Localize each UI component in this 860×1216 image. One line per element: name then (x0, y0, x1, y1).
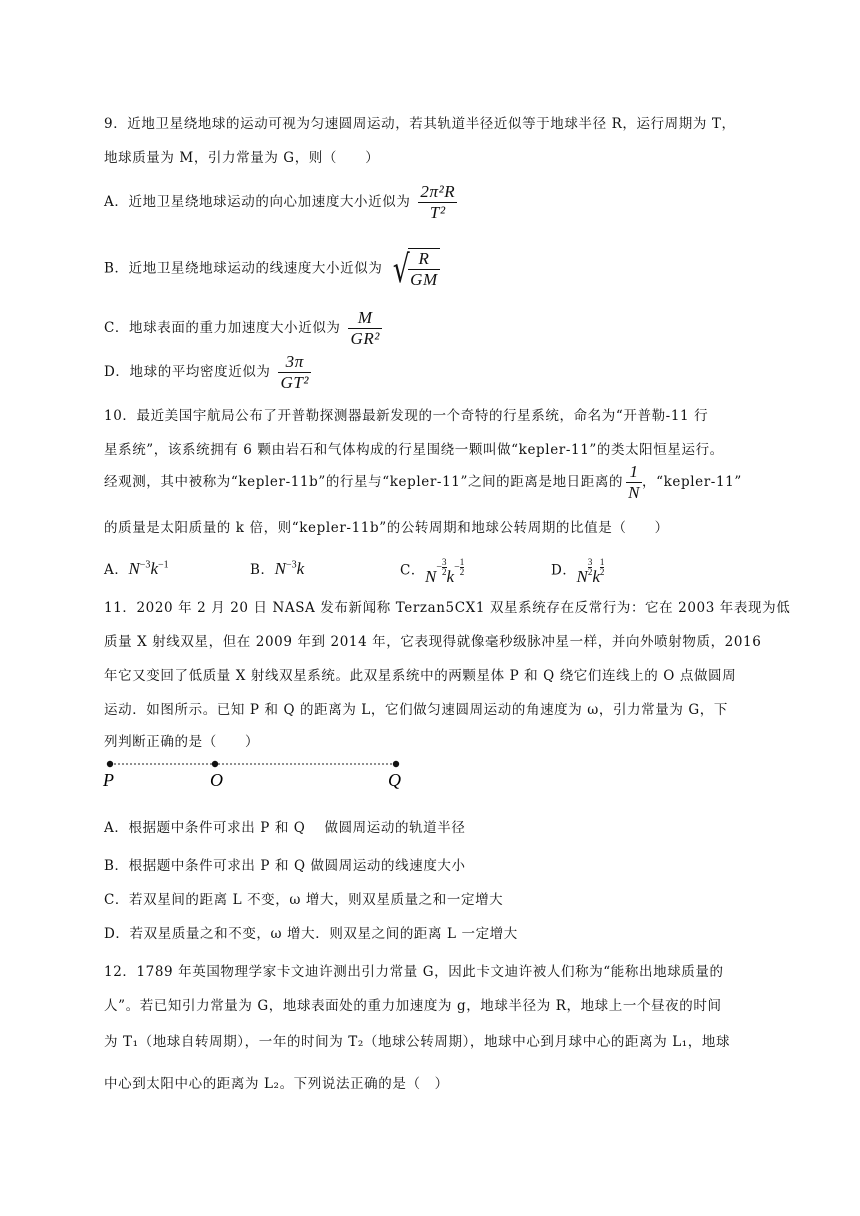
q9-b-numerator: R (408, 249, 440, 270)
label-q: Q (388, 770, 401, 790)
q10-option-d-expr: N $^{\frac{3}{2}}$ k $^{\frac{1}{2}}$ (576, 557, 605, 587)
q12-stem-line4: 中心到太阳中心的距离为 L₂。下列说法正确的是（ ） (104, 1076, 449, 1092)
q9-stem-line2: 地球质量为 M，引力常量为 G，则（ ） (104, 150, 380, 166)
q10-option-b-expr: $N^{-3}k$ (274, 559, 305, 578)
q9-option-d-formula (278, 352, 311, 393)
binary-star-diagram (100, 752, 420, 797)
q11-stem-line2: 质量 X 射线双星，但在 2009 年到 2014 年，它表现得就像毫秒级脉冲星一样，并向外喷射物质，2016 (104, 634, 762, 650)
q12-stem-line3: 为 T₁（地球自转周期），一年的时间为 T₂（地球公转周期），地球中心到月球中心的距离为 L₁，地球 (104, 1034, 731, 1050)
point-o (212, 761, 218, 767)
q11-option-c: C．若双星间的距离 L 不变，ω 增大，则双星质量之和一定增大 (104, 892, 504, 908)
q10-ratio-numerator: 1 (626, 462, 642, 483)
q11-stem-line5: 列判断正确的是（ ） (104, 734, 260, 750)
q10-stem-line3 (104, 462, 742, 503)
q9-option-c (104, 308, 382, 349)
q9-c-denominator: GR² (350, 329, 380, 348)
q9-option-a-formula (418, 182, 457, 223)
q10-stem-line2: 星系统”，该系统拥有 6 颗由岩石和气体构成的行星围绕一颗叫做“kepler-11”的类太阳恒星运行。 (104, 442, 724, 458)
q9-option-c-formula (348, 308, 382, 349)
q11-option-d: D．若双星质量之和不变，ω 增大．则双星之间的距离 L 一定增大 (104, 926, 518, 942)
q9-a-numerator: 2π²R (420, 182, 456, 201)
q9-a-denominator: T² (429, 203, 446, 222)
q10-option-a (104, 558, 169, 579)
q10-option-c-label: C． (400, 562, 426, 579)
q11-stem-line1: 11．2020 年 2 月 20 日 NASA 发布新闻称 Terzan5CX1 双星系统存在反常行为：它在 2003 年表现为低 (104, 600, 791, 616)
q12-stem-line2: 人”。若已知引力常量为 G，地球表面处的重力加速度为 g，地球半径为 R，地球上一个昼夜的时间 (104, 998, 722, 1014)
q11-stem-line3: 年它又变回了低质量 X 射线双星系统。此双星系统中的两颗星体 P 和 Q 绕它们连线上的 O 点做圆周 (104, 668, 737, 684)
q11-option-a: A．根据题中条件可求出 P 和 Q 做圆周运动的轨道半径 (104, 820, 466, 836)
label-o: O (210, 770, 223, 790)
q10-option-d (551, 556, 605, 587)
q11-option-b: B．根据题中条件可求出 P 和 Q 做圆周运动的线速度大小 (104, 858, 466, 874)
q10-stem-line3-text: 经观测，其中被称为“kepler-11b”的行星与“kepler-11”之间的距离是地日距离的 (104, 474, 624, 490)
q9-d-denominator: GT² (280, 373, 310, 392)
q10-distance-ratio (626, 462, 642, 503)
q11-stem-line4: 运动．如图所示。已知 P 和 Q 的距离为 L，它们做匀速圆周运动的角速度为 ω，引力常量为 G，下 (104, 702, 728, 718)
q9-option-b (104, 248, 440, 290)
q10-option-c (400, 556, 465, 587)
q9-c-numerator: M (348, 308, 382, 329)
q10-option-d-label: D． (551, 562, 577, 579)
q9-stem-line1: 9．近地卫星绕地球的运动可视为匀速圆周运动，若其轨道半径近似等于地球半径 R，运行周期为 T， (104, 116, 736, 132)
q9-option-b-formula (389, 248, 439, 290)
q10-option-b (250, 558, 304, 579)
q9-option-b-text: B．近地卫星绕地球运动的线速度大小近似为 (104, 260, 383, 277)
q10-option-c-expr: $N^{- \frac{3}{2}}$ $k^{- \frac{1}{2}}$ (425, 557, 465, 587)
q10-ratio-denominator: N (628, 483, 641, 502)
q10-stem-line4: 的质量是太阳质量的 k 倍，则“kepler-11b”的公转周期和地球公转周期的比值是（ ） (104, 520, 669, 536)
q9-d-numerator: 3π (278, 352, 311, 373)
q9-b-denominator: GM (410, 270, 438, 289)
point-p (107, 761, 113, 767)
q9-option-d-text: D．地球的平均密度近似为 (104, 364, 271, 380)
q9-option-a-text: A．近地卫星绕地球运动的向心加速度大小近似为 (104, 194, 411, 210)
q10-stem-line3-tail: ，“kepler-11” (642, 474, 742, 490)
q9-option-c-text: C．地球表面的重力加速度大小近似为 (104, 320, 341, 336)
q9-option-d (104, 352, 311, 393)
q12-stem-line1: 12．1789 年英国物理学家卡文迪许测出引力常量 G，因此卡文迪许被人们称为“能称出地球质量的 (104, 964, 724, 980)
q10-option-a-label: A． (104, 562, 129, 578)
q9-option-a (104, 182, 457, 223)
q10-option-a-expr: $N^{-3}k^{-1}$ (128, 559, 169, 578)
q10-stem-line1: 10．最近美国宇航局公布了开普勒探测器最新发现的一个奇特的行星系统，命名为“开普勒-11 行 (104, 408, 709, 424)
label-p: P (103, 770, 114, 790)
q10-option-b-label: B． (250, 562, 275, 578)
sqrt-icon: √ (393, 247, 411, 291)
point-q (393, 761, 399, 767)
